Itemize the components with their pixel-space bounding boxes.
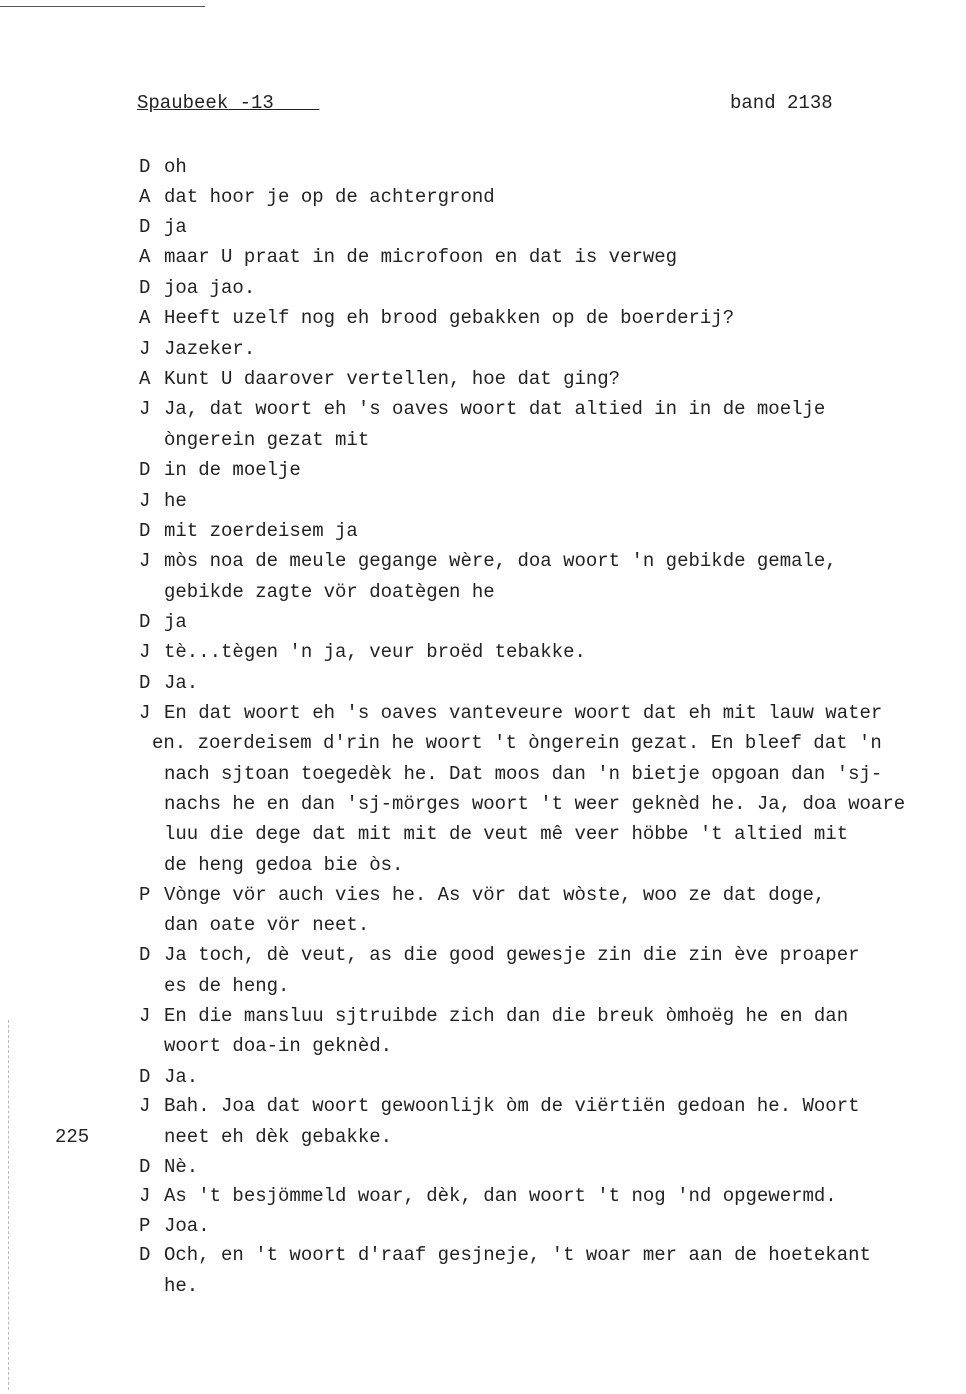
transcript-line [139,156,187,178]
line-text: woort doa-in geknèd. [164,1035,393,1057]
transcript-line [139,1095,860,1117]
line-text: joa jao. [164,277,256,299]
header-underline-blank [274,92,320,114]
line-text: he. [164,1275,199,1297]
line-text: Jazeker. [164,338,256,360]
speaker-label: D [139,611,151,633]
line-text: mit zoerdeisem ja [164,520,358,542]
speaker-label: A [139,307,151,329]
line-text: in de moelje [164,459,301,481]
transcript-line [139,672,198,694]
line-text: he [164,490,187,512]
margin-rule [8,1020,9,1390]
line-text: mòs noa de meule gegange wère, doa woort 'n gebikde gemale, [164,550,837,572]
speaker-label: D [139,459,151,481]
transcript-line [139,1244,871,1266]
transcript-line [139,1275,198,1297]
line-text: dan oate vör neet. [164,914,370,936]
transcript-line [139,550,837,572]
transcript-line [139,520,358,542]
transcript-line [139,490,187,512]
line-text: tè...tègen 'n ja, veur broëd tebakke. [164,641,586,663]
line-text: oh [164,156,187,178]
speaker-label: A [139,246,151,268]
speaker-label: D [139,1156,151,1178]
line-text: neet eh dèk gebakke. [164,1126,393,1148]
line-text: Kunt U daarover vertellen, hoe dat ging? [164,368,621,390]
speaker-label: D [139,672,151,694]
speaker-label: D [139,277,151,299]
transcript-line [139,1215,210,1237]
line-text: Ja. [164,1066,199,1088]
transcript-line [139,186,495,208]
transcript-line [139,307,734,329]
transcript-line [139,338,255,360]
speaker-label: A [139,368,151,390]
transcript-line [139,914,369,936]
page-header-title [137,92,319,114]
speaker-label: J [139,641,151,663]
line-text: Nè. [164,1156,199,1178]
line-text: Ja. [164,672,199,694]
line-text: nachs he en dan 'sj-mörges woort 't weer geknèd he. Ja, doa woare [164,793,906,815]
header-location: Spaubeek [137,92,229,114]
speaker-label: J [139,398,151,420]
transcript-line [139,1185,837,1207]
transcript-line [139,216,187,238]
speaker-label: J [139,1005,151,1027]
line-text: dat hoor je op de achtergrond [164,186,495,208]
line-text: luu die dege dat mit mit de veut mê veer höbbe 't altied mit [164,823,849,845]
transcript-line [139,763,882,785]
speaker-label: J [139,490,151,512]
speaker-label: P [139,884,151,906]
speaker-label: D [139,520,151,542]
line-text: Bah. Joa dat woort gewoonlijk òm de viërtiën gedoan he. Woort [164,1095,860,1117]
transcript-line [139,854,403,876]
transcript-line [127,732,882,754]
transcript-line [139,1126,392,1148]
transcript-line [139,459,301,481]
transcript-line [139,611,187,633]
line-text: Vònge vör auch vies he. As vör dat wòste, woo ze dat doge, [164,884,826,906]
line-text: en. zoerdeisem d'rin he woort 't òngerein gezat. En bleef dat 'n [152,732,882,754]
line-text: Joa. [164,1215,210,1237]
speaker-label: J [139,1185,151,1207]
speaker-label: D [139,156,151,178]
header-tape-number: band 2138 [730,92,833,114]
line-text: Och, en 't woort d'raaf gesjneje, 't woar mer aan de hoetekant [164,1244,871,1266]
speaker-label: J [139,550,151,572]
line-text: Heeft uzelf nog eh brood gebakken op de boerderij? [164,307,735,329]
margin-line-number: 225 [55,1126,90,1148]
speaker-label: D [139,1066,151,1088]
line-text: En die mansluu sjtruibde zich dan die breuk òmhoëg he en dan [164,1005,849,1027]
transcript-line [139,975,289,997]
speaker-label: D [139,944,151,966]
line-text: nach sjtoan toegedèk he. Dat moos dan 'n bietje opgoan dan 'sj- [164,763,883,785]
line-text: de heng gedoa bie òs. [164,854,404,876]
line-text: es de heng. [164,975,290,997]
transcript-line [139,368,620,390]
top-edge-rule [0,6,205,7]
transcript-line [139,277,255,299]
speaker-label: P [139,1215,151,1237]
transcript-line [139,246,677,268]
speaker-label: J [139,1095,151,1117]
transcript-line [139,823,848,845]
transcript-line [139,429,369,451]
line-text: òngerein gezat mit [164,429,370,451]
header-page-number: -13 [228,92,274,114]
transcript-line [139,944,860,966]
speaker-label: D [139,216,151,238]
transcript-line [139,884,825,906]
speaker-label: D [139,1244,151,1266]
transcript-line [139,793,905,815]
line-text: ja [164,611,187,633]
line-text: Ja, dat woort eh 's oaves woort dat altied in in de moelje [164,398,826,420]
transcript-line [139,1035,392,1057]
transcript-line [139,702,882,724]
line-text: maar U praat in de microfoon en dat is verweg [164,246,678,268]
transcript-line [139,1156,198,1178]
speaker-label: J [139,338,151,360]
transcript-line [139,398,825,420]
line-text: Ja toch, dè veut, as die good gewesje zin die zin ève proaper [164,944,860,966]
speaker-label: J [139,702,151,724]
line-text: ja [164,216,187,238]
line-text: As 't besjömmeld woar, dèk, dan woort 't nog 'nd opgewermd. [164,1185,837,1207]
line-text: gebikde zagte vör doatègen he [164,581,495,603]
transcript-line [139,1066,198,1088]
speaker-label: A [139,186,151,208]
transcript-line [139,581,495,603]
transcript-line [139,1005,848,1027]
line-text: En dat woort eh 's oaves vanteveure woort dat eh mit lauw water [164,702,883,724]
transcript-line [139,641,586,663]
